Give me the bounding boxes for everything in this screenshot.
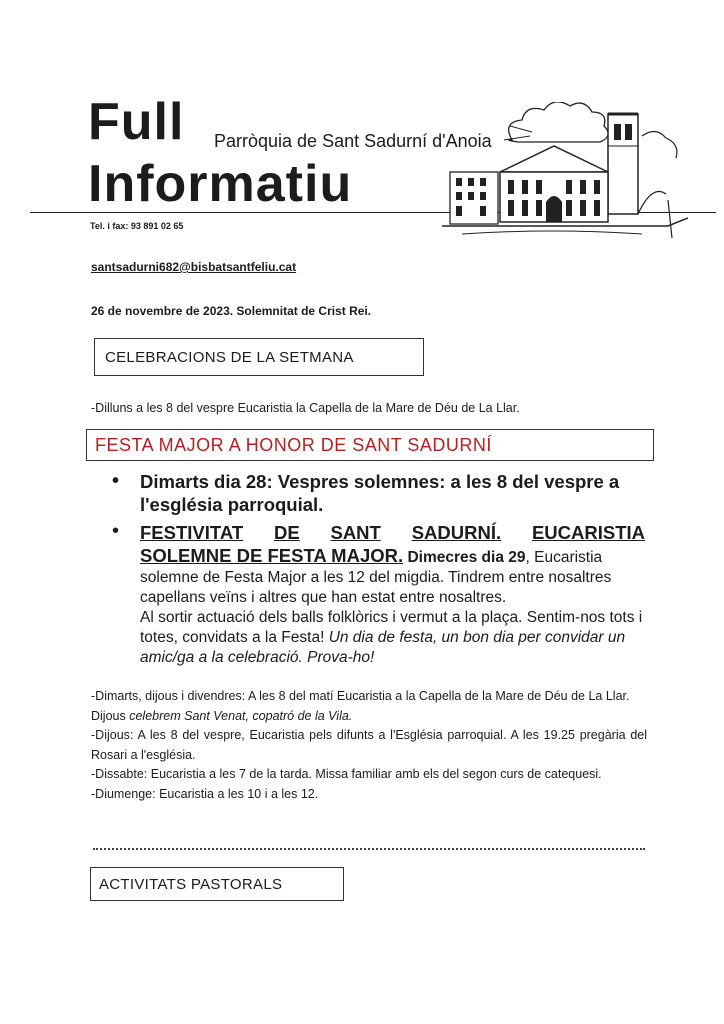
heading-word: SANT (330, 522, 381, 543)
activitats-heading-box (90, 867, 344, 901)
heading-word: SADURNÍ. (411, 522, 502, 543)
festa-major-heading-box (86, 429, 654, 461)
schedule-p3: -Dijous: A les 8 del vespre, Eucaristia pels difunts a l'Església parroquial. A les 19.25 pregària del Rosari a l'església. (91, 728, 647, 762)
day-label: Dimecres dia 29 (407, 549, 526, 566)
parish-name: Parròquia de Sant Sadurní d'Anoia (214, 131, 492, 151)
email-link[interactable]: santsadurni682@bisbatsantfeliu.cat (91, 260, 297, 274)
masthead-informatiu: Informatiu (88, 155, 353, 213)
festivitat-italic: Un dia de festa, un bon dia per convidar un amic/ga a la celebració. Prova-ho! (140, 629, 626, 666)
schedule-p5: -Diumenge: Eucaristia a les 10 i a les 12. (91, 786, 319, 801)
dotted-divider (93, 848, 645, 850)
schedule-p2 (91, 707, 647, 727)
p2-italic: celebrem Sant Venat, copatró de la Vila. (129, 708, 353, 723)
festivitat-heading (140, 521, 645, 544)
celebrations-heading-box (94, 338, 424, 376)
schedule-p4: -Dissabte: Eucaristia a les 7 de la tarda. Missa familiar amb els del segon curs de catequesi. (91, 767, 602, 781)
festa-major-heading: FESTA MAJOR A HONOR DE SANT SADURNÍ (95, 435, 492, 455)
heading-word: EUCARISTIA (531, 522, 645, 543)
phone-number: Tel. i fax: 93 891 02 65 (90, 221, 184, 231)
week-schedule (91, 687, 647, 804)
masthead-full: Full (88, 93, 185, 151)
p2-prefix: Dijous (91, 708, 130, 723)
church-drawing (442, 102, 688, 238)
bullet1-text: Dimarts dia 28: Vespres solemnes: a les 8 del vespre a l'església parroquial. (140, 471, 620, 515)
festivitat-body (140, 544, 645, 608)
monday-line: -Dilluns a les 8 del vespre Eucaristia la Capella de la Mare de Déu de La Llar. (91, 401, 520, 415)
festivitat-text-2: Al sortir actuació dels balls folklòrics i vermut a la plaça. Sentim-nos tots i totes, convidats a la Festa! (140, 609, 643, 646)
activitats-heading: ACTIVITATS PASTORALS (99, 876, 283, 893)
schedule-p1: -Dimarts, dijous i divendres: A les 8 del matí Eucaristia a la Capella de la Mare de Déu de La Llar. (91, 689, 630, 703)
list-item (110, 470, 645, 516)
heading-word: • FESTIVITAT (140, 522, 244, 543)
festivitat-heading-2: SOLEMNE DE FESTA MAJOR. (140, 545, 404, 566)
festivitat-text: , Eucaristia solemne de Festa Major a les 12 del migdia. Tindrem entre nosaltres capellans veïns i altres que han estat entre nosaltres. (140, 549, 612, 606)
date-line: 26 de novembre de 2023. Solemnitat de Crist Rei. (91, 304, 372, 318)
celebrations-heading: CELEBRACIONS DE LA SETMANA (105, 349, 354, 366)
festivitat-body-2 (140, 608, 645, 668)
festa-list (110, 470, 645, 668)
list-item (110, 521, 645, 668)
heading-word: DE (273, 522, 300, 543)
